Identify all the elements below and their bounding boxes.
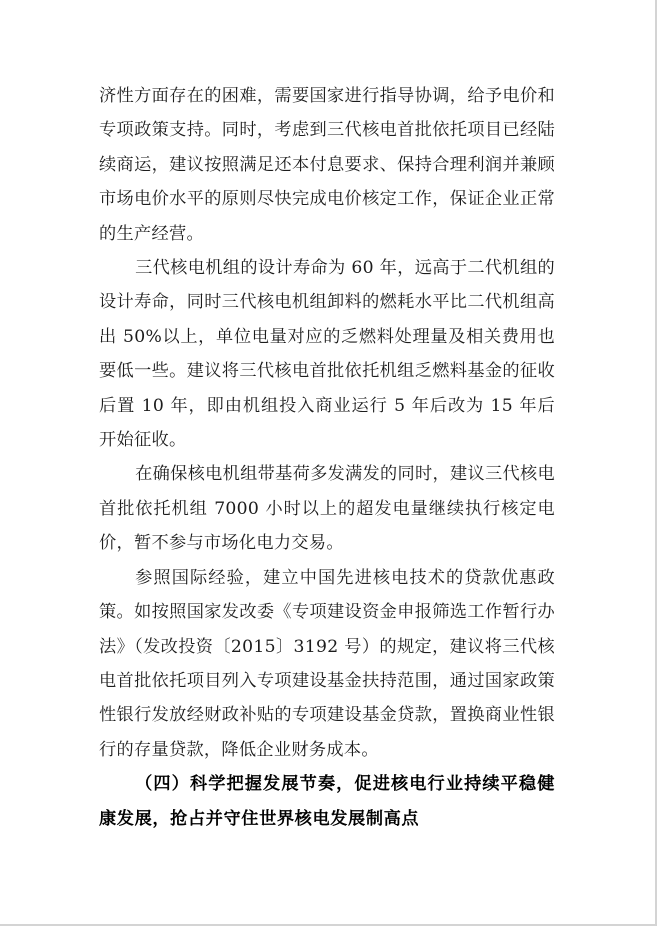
paragraph-spent-fuel-fund: 三代核电机组的设计寿命为 60 年，远高于二代机组的设计寿命，同时三代核电机组卸料的燃耗水平比二代机组高出 50%以上，单位电量对应的乏燃料处理量及相关费用也要低一些。建议将三代核电首批依托机组乏燃料基金的征收后置 10 年，即由机组投入商业运行 5 年后改为 15 年后开始征收。 xyxy=(99,258,555,451)
paragraph-electricity-price-support: 济性方面存在的困难，需要国家进行指导协调，给予电价和专项政策支持。同时，考虑到三代核电首批依托项目已经陆续商运，建议按照满足还本付息要求、保持合理利润并兼顾市场电价水平的原则尽快完成电价核定工作，保证企业正常的生产经营。 xyxy=(99,86,555,244)
paragraph-loan-policy: 参照国际经验，建立中国先进核电技术的贷款优惠政策。如按照国家发改委《专项建设资金申报筛选工作暂行办法》（发改投资〔2015〕3192 号）的规定，建议将三代核电首批依托项目列入专项建设基金扶持范围，通过国家政策性银行发放经财政补贴的专项建设基金贷款，置换商业性银行的存量贷款，降低企业财务成本。 xyxy=(99,567,555,760)
section-heading-four: （四）科学把握发展节奏，促进核电行业持续平稳健康发展，抢占并守住世界核电发展制高点 xyxy=(99,774,555,829)
paragraph-excess-generation: 在确保核电机组带基荷多发满发的同时，建议三代核电首批依托机组 7000 小时以上的超发电量继续执行核定电价，暂不参与市场化电力交易。 xyxy=(99,464,555,554)
document-body xyxy=(99,79,555,836)
